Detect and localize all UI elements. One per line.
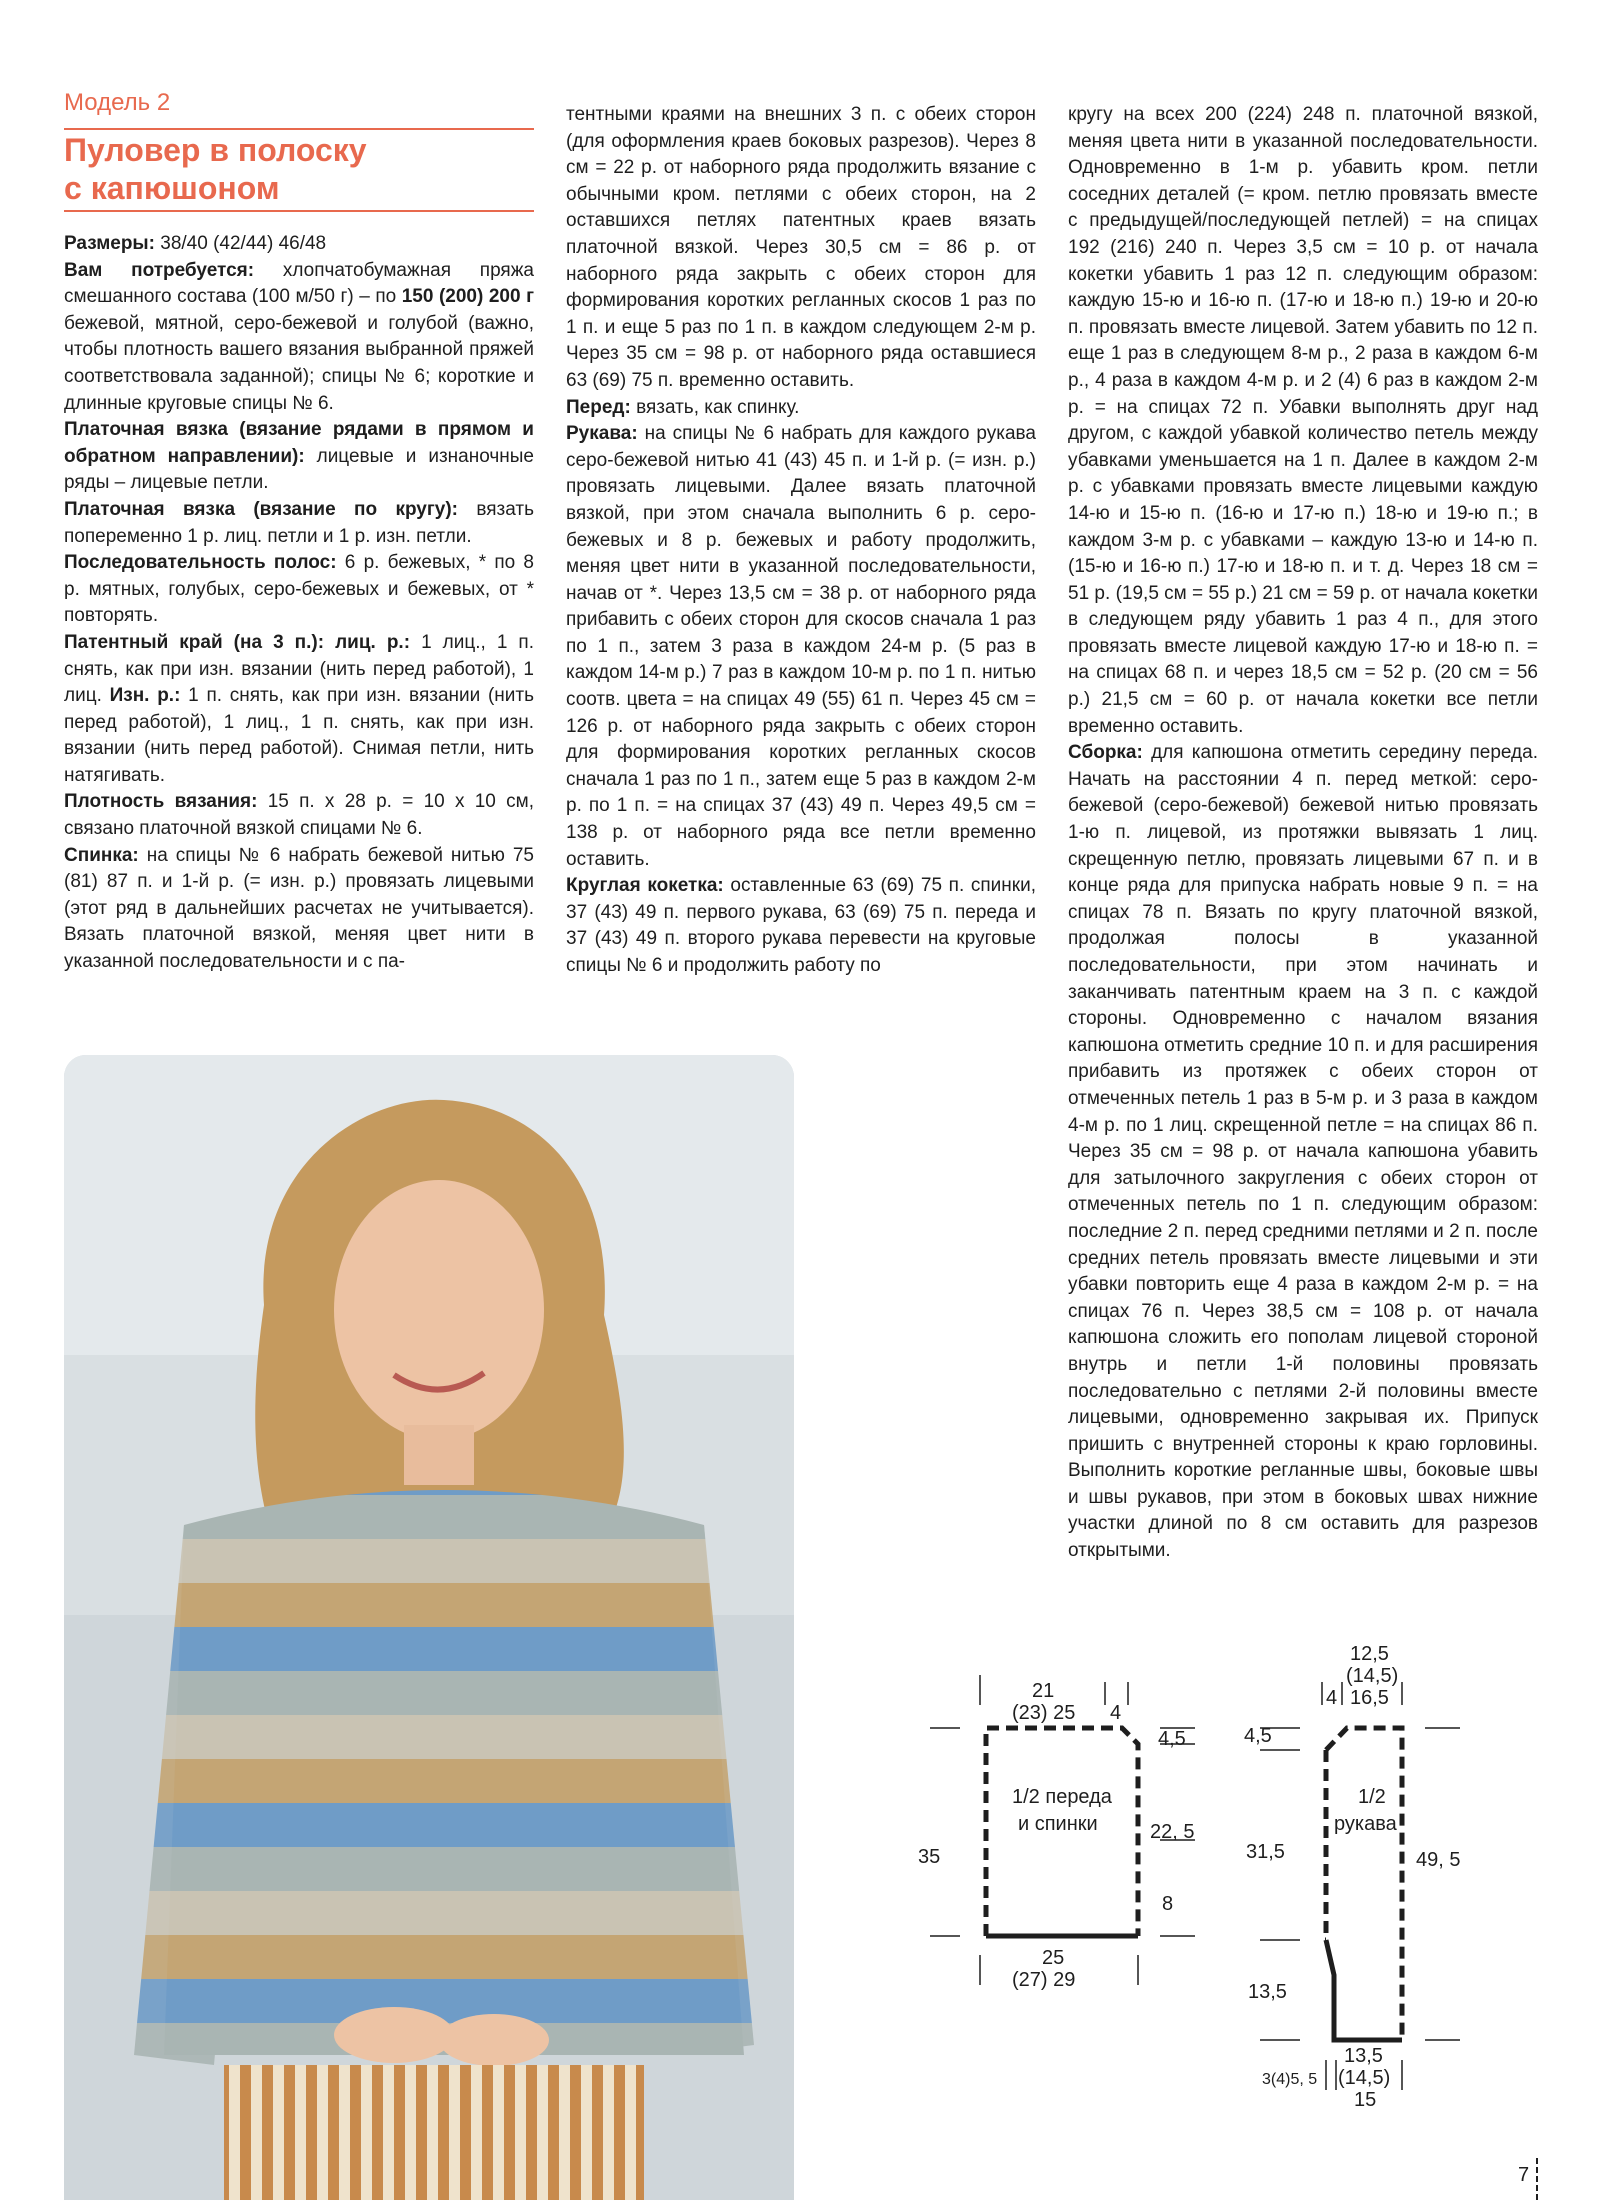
model-label: Модель 2 bbox=[64, 89, 171, 116]
paragraph: Рукава: на спицы № 6 набрать для каждого рукава серо-бежевой нитью 41 (43) 45 п. и 1-й р. (= изн. р.) провязать лицевыми. Далее вязать платочной вязкой, при этом сначала выполнить 6 р. серо-бежевых и 8 р. бежевых и работу продолжить, меняя цвет нити в указанной последовательности, начав от *. Через 13,5 см = 38 р. от наборного ряда прибавить с обеих сторон для скосов сначала 1 раз по 1 п., затем 3 раза в каждом 24-м р. (5 раз в каждом 14-м р.) 7 раз в каждом 10-м р. по 1 п. нитью соотв. цвета = на спицах 49 (55) 61 п. Через 45 см = 126 р. от наборного ряда закрыть с обеих сторон для формирования коротких регланных скосов сначала 1 раз по 1 п., затем еще 5 раз в каждом 2-м р. по 1 п. = на спицах 37 (43) 49 п. Через 49,5 см = 138 р. от наборного ряда все петли временно оставить. bbox=[566, 423, 1036, 870]
paragraph: Спинка: на спицы № 6 набрать бежевой нитью 75 (81) 87 п. и 1-й р. (= изн. р.) провязать лицевыми (этот ряд в дальнейших расчетах не учитывается). Вязать платочной вязкой, меняя цвет нити в указанной последовательности и с па- bbox=[64, 844, 534, 973]
paragraph: Последовательность полос: 6 р. бежевых, * по 8 р. мятных, голубых, серо-бежевых и бежевых, от * повторять. bbox=[64, 552, 534, 627]
sleeve-bottom-width: 13,5 bbox=[1344, 2045, 1383, 2067]
text-column-1 bbox=[64, 231, 534, 976]
paragraph: Круглая кокетка: оставленные 63 (69) 75 п. спинки, 37 (43) 49 п. первого рукава, 63 (69) 75 п. переда и 37 (43) 49 п. второго рукава перевести на круговые спицы № 6 и продолжить работу по bbox=[566, 875, 1036, 976]
model-photo bbox=[64, 1055, 794, 2200]
sleeve-top-width: 12,5 bbox=[1350, 1643, 1389, 1665]
sleeve-label-line-2: рукава bbox=[1334, 1813, 1397, 1835]
photo-illustration bbox=[64, 1055, 794, 2200]
sleeve-height-total: 49, 5 bbox=[1416, 1849, 1461, 1871]
schematic-svg bbox=[910, 1640, 1560, 2120]
sleeve-height-upper: 31,5 bbox=[1246, 1841, 1285, 1863]
sleeve-top-notch: 4 bbox=[1326, 1687, 1338, 1709]
body-shoulder-notch: 4 bbox=[1110, 1702, 1122, 1724]
sleeve-piece bbox=[1244, 1643, 1460, 2111]
paragraph: Вам потребуется: хлопчатобумажная пряжа смешанного состава (100 м/50 г) – по 150 (200) 200 г бежевой, мятной, серо-бежевой и голубой (важно, чтобы плотность вашего вязания выбранной пряжей соответствовала заданной); спицы № 6; короткие и длинные круговые спицы № 6. bbox=[64, 259, 534, 414]
body-bottom-width: 25 bbox=[1042, 1947, 1065, 1969]
pattern-schematic bbox=[910, 1640, 1560, 2120]
title-line-2: с капюшоном bbox=[64, 170, 280, 206]
paragraph: Плотность вязания: 15 п. х 28 р. = 10 х 10 см, связано платочной вязкой спицами № 6. bbox=[64, 791, 534, 840]
body-top-width: 21 bbox=[1032, 1680, 1055, 1702]
face-shape bbox=[334, 1180, 544, 1440]
page-title bbox=[64, 131, 534, 207]
paragraph: Размеры: 38/40 (42/44) 46/48 bbox=[64, 233, 327, 254]
header-rule-top bbox=[64, 128, 534, 130]
body-top-width-alt: (23) 25 bbox=[1012, 1702, 1076, 1724]
paragraph: кругу на всех 200 (224) 248 п. платочной вязкой, меняя цвета нити в указанной последовательности. Одновременно в 1-м р. убавить кром. петли соседних деталей (= кром. петлю провязать вместе с предыдущей/последующей петлей) = на спицах 192 (216) 240 п. Через 3,5 см = 10 р. от начала кокетки убавить 1 раз 12 п. следующим образом: каждую 15-ю и 16-ю п. (17-ю и 18-ю п.) 19-ю и 20-ю п. провязать вместе лицевой. Затем убавить по 12 п. еще 1 раз в следующем 8-м р., 2 раза в каждом 6-м р., 4 раза в каждом 4-м р. и 2 (4) 6 раз в каждом 2-м р. = на спицах 72 п. Убавки выполнять друг над другом, с каждой убавкой количество петель между убавками уменьшается на 1 п. Далее в каждом 2-м р. с убавками провязать вместе лицевыми каждую 14-ю и 15-ю п. (16-ю и 17-ю п.) 18-ю и 19-ю п.; в каждом 3-м р. с убавками – каждую 13-ю и 14-ю п. (15-ю и 16-ю п.) 17-ю и 18-ю п. и т. д. Через 18 см = 51 р. (19,5 см = 55 р.) 21 см = 59 р. от начала кокетки в следующем ряду убавить 1 раз 4 п., для этого провязать вместе лицевой каждую 17-ю и 18-ю п. = на спицах 68 п. и через 18,5 см = 52 р. (20 см = 56 р.) 21,5 см = 60 р. от начала кокетки все петли временно оставить. bbox=[1068, 104, 1538, 737]
page-number: 7 bbox=[1518, 2164, 1530, 2186]
text-column-2 bbox=[566, 102, 1036, 980]
paragraph: Платочная вязка (вязание по кругу): вязать попеременно 1 р. лиц. петли и 1 р. изн. петли. bbox=[64, 498, 534, 547]
body-height-upper: 22, 5 bbox=[1150, 1821, 1195, 1843]
sleeve-label-line-1: 1/2 bbox=[1358, 1786, 1386, 1808]
body-bottom-width-alt: (27) 29 bbox=[1012, 1969, 1076, 1991]
sleeve-height-lower: 13,5 bbox=[1248, 1981, 1287, 2003]
body-label-line-2: и спинки bbox=[1018, 1813, 1098, 1835]
paragraph: тентными краями на внешних 3 п. с обеих сторон (для оформления краев боковых разрезов). Через 8 см = 22 р. от наборного ряда продолжить вязание с обычными кром. петлями с обеих сторон, на 2 оставшихся петлях патентных краев вязать платочной вязкой. Через 30,5 см = 86 р. от наборного ряда закрыть с обеих сторон для формирования коротких регланных скосов 1 раз по 1 п. и еще 5 раз по 1 п. в каждом следующем 2-м р. Через 35 см = 98 р. от наборного ряда оставшиеся 63 (69) 75 п. временно оставить. bbox=[566, 104, 1036, 391]
header-rule-bottom bbox=[64, 210, 534, 212]
body-notch-depth: 4,5 bbox=[1158, 1728, 1186, 1750]
paragraph: Патентный край (на 3 п.): лиц. р.: 1 лиц., 1 п. снять, как при изн. вязании (нить перед работой), 1 лиц. Изн. р.: 1 п. снять, как при изн. вязании (нить перед работой), 1 лиц., 1 п. снять, как при изн. вязании (нить перед работой). Снимая петли, нить натягивать. bbox=[64, 631, 534, 786]
body-label-line-1: 1/2 переда bbox=[1012, 1786, 1112, 1808]
title-line-1: Пуловер в полоску bbox=[64, 132, 367, 168]
sleeve-raglan: 4,5 bbox=[1244, 1725, 1272, 1747]
sleeve-increase: 3(4)5, 5 bbox=[1262, 2071, 1318, 2088]
paragraph: Перед: вязать, как спинку. bbox=[566, 396, 800, 418]
body-slit: 8 bbox=[1162, 1893, 1174, 1915]
paragraph: Платочная вязка (вязание рядами в прямом и обратном направлении): лицевые и изнаночные ряды – лицевые петли. bbox=[64, 419, 535, 494]
sleeve-bottom-width-alt2: 15 bbox=[1354, 2089, 1377, 2111]
body-height-total: 35 bbox=[918, 1846, 941, 1868]
sleeve-top-width-alt2: 16,5 bbox=[1350, 1687, 1389, 1709]
sleeve-bottom-width-alt: (14,5) bbox=[1338, 2067, 1391, 2089]
paragraph: Сборка: для капюшона отметить середину переда. Начать на расстоянии 4 п. перед меткой: серо-бежевой (серо-бежевой) бежевой нитью провязать 1-ю п. лицевой, из протяжки вывязать 1 лиц. скрещенную петлю, провязать лицевыми 67 п. и в конце ряда для припуска набрать новые 9 п. = на спицах 78 п. Вязать по кругу платочной вязкой, продолжая полосы в указанной последовательности, при этом начинать и заканчивать патентным краем на 3 п. с каждой стороны. Одновременно с началом вязания капюшона отметить средние 10 п. и для расширения прибавить из протяжек с обеих сторон от отмеченных петель 1 раз в 5-м р. и 3 раза в каждом 4-м р. по 1 лиц. скрещенной петле = на спицах 86 п. Через 35 см = 98 р. от начала капюшона убавить для затылочного закругления с обеих сторон от отмеченных петель по 1 п. следующим образом: последние 2 п. перед средними петлями и 2 п. после средних петель провязать вместе лицевыми и эти убавки повторить еще 4 раза в каждом 2-м р. = на спицах 76 п. Через 38,5 см = 108 р. от начала капюшона сложить его пополам лицевой стороной внутрь и петли 1-й половины провязать последовательно с петлями 2-й половины вместе лицевыми, одновременно закрывая их. Припуск пришить с внутренней стороны к краю горловины. Выполнить короткие регланные швы, боковые швы и швы рукавов, при этом в боковых швах нижние участки длиной по 8 см оставить для разрезов открытыми. bbox=[1068, 742, 1538, 1562]
sleeve-top-width-alt1: (14,5) bbox=[1346, 1665, 1399, 1687]
trousers-shape bbox=[224, 2065, 644, 2200]
page-edge-marker bbox=[1536, 2158, 1538, 2200]
text-column-3 bbox=[1068, 102, 1538, 1565]
body-piece bbox=[918, 1675, 1195, 1991]
